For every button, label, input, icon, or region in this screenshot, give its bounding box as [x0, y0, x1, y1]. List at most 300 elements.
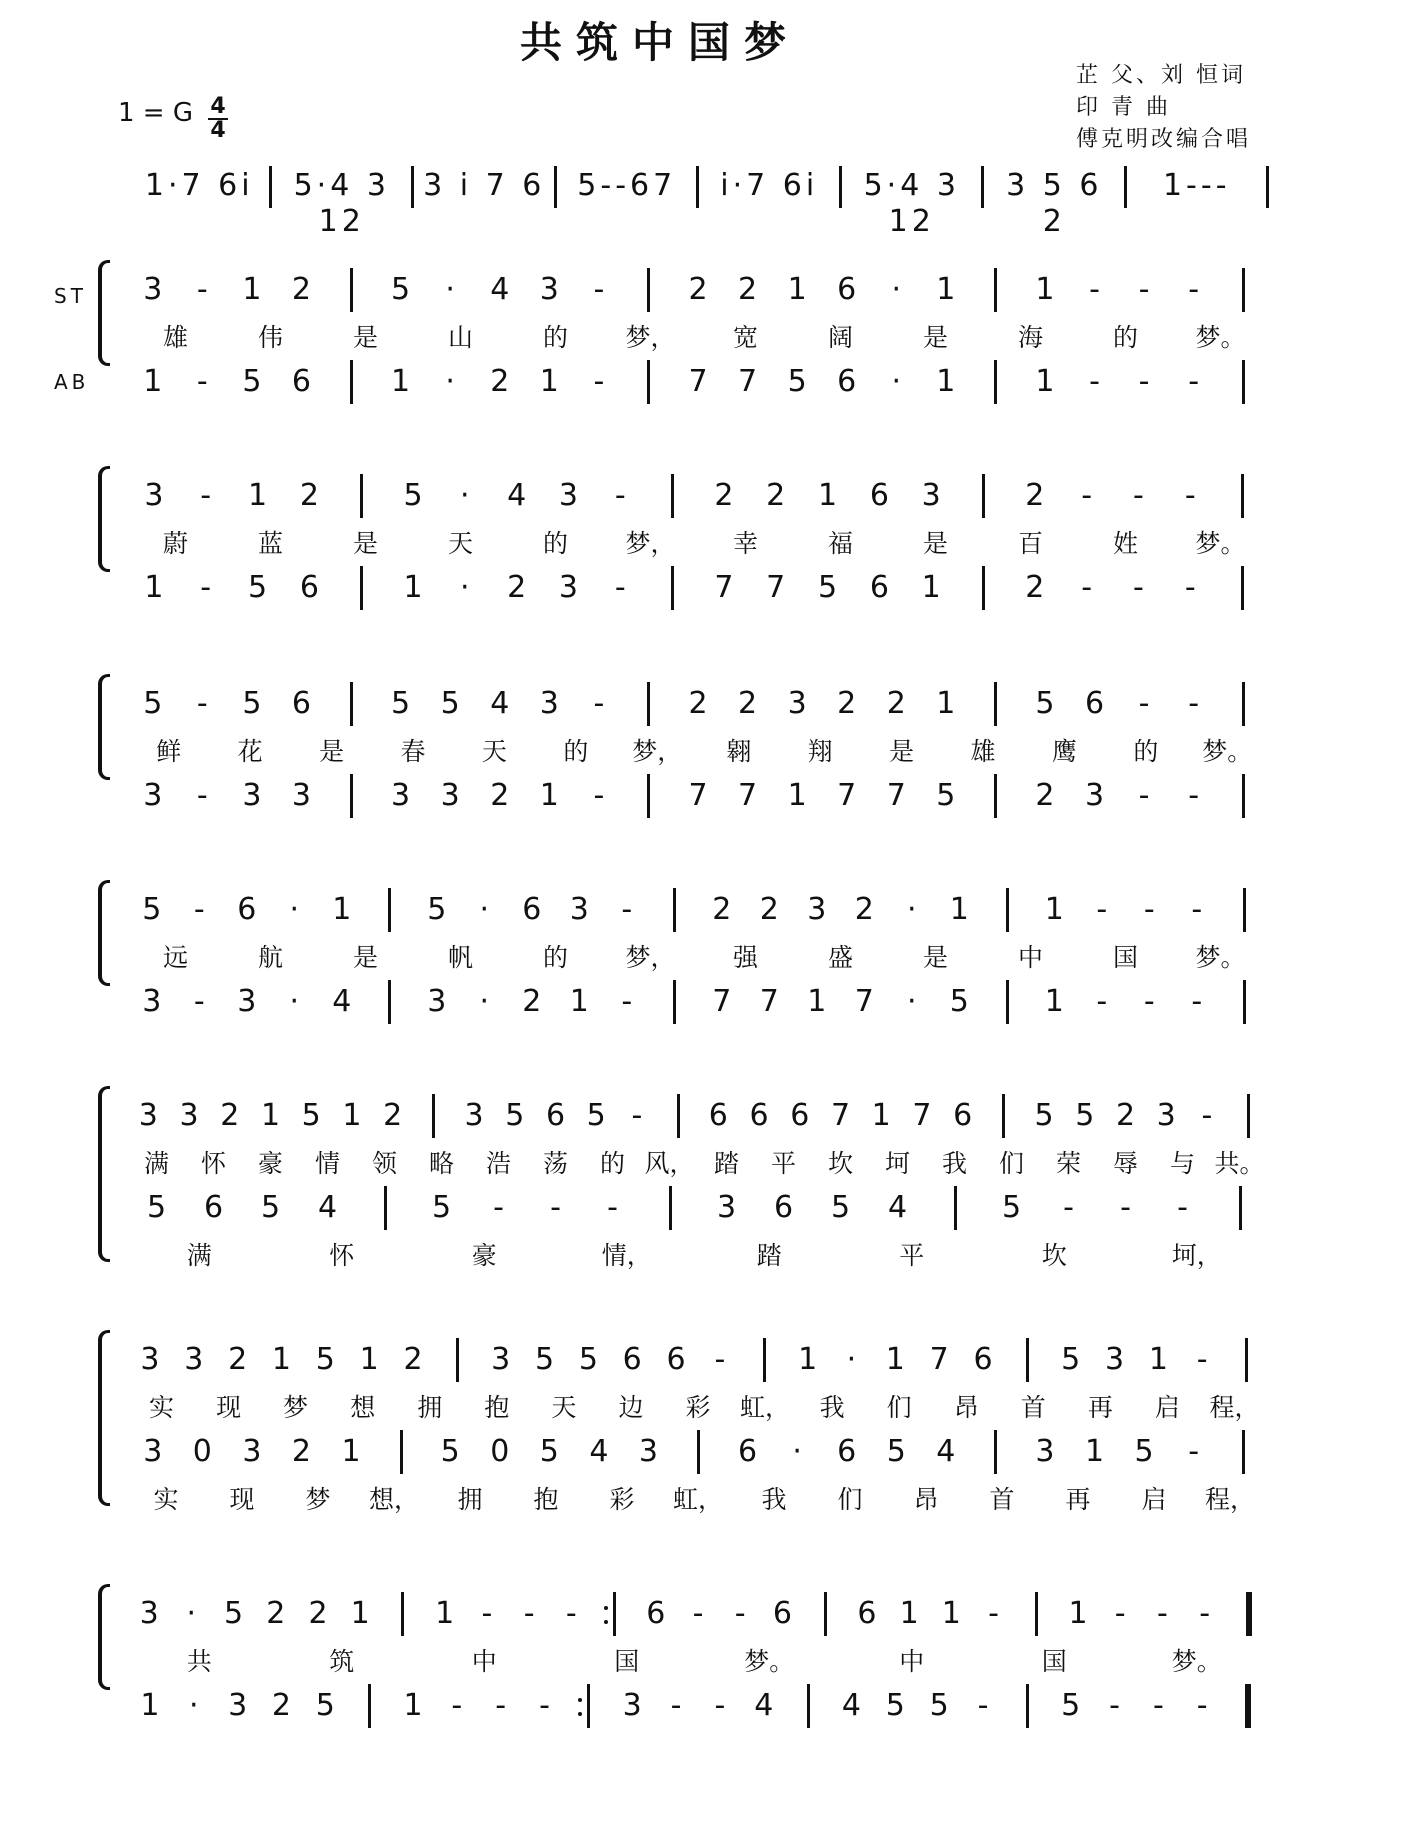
note: 1 — [1044, 984, 1064, 1019]
dash: - — [1184, 570, 1196, 605]
dash: - — [1191, 984, 1203, 1019]
lyric-syllable: 的 — [542, 323, 568, 352]
lyric-syllable: 中 — [471, 1647, 497, 1676]
note: 5 — [886, 1434, 906, 1469]
lyric-syllable: 平 — [770, 1149, 796, 1178]
lyric-syllable: 是 — [922, 323, 948, 352]
barline — [388, 888, 391, 932]
lyric-syllable: 蓝 — [257, 529, 283, 558]
note: 5 — [1061, 1688, 1081, 1723]
dash: - — [1188, 778, 1200, 813]
note: 5 — [440, 1434, 460, 1469]
barline — [1006, 888, 1009, 932]
intro-measure: 3 i 7 6 — [423, 168, 546, 203]
dash: - — [1138, 778, 1150, 813]
dash: - — [200, 478, 212, 513]
dash: - — [614, 570, 626, 605]
barline — [673, 888, 676, 932]
lyric-syllable: 边 — [618, 1393, 644, 1422]
note: 6 — [837, 272, 857, 307]
dot: · — [792, 1434, 802, 1469]
lower-voice-row — [0, 364, 1408, 404]
lower-lyrics-row — [0, 1238, 1408, 1278]
note: 6 — [708, 1098, 728, 1133]
intro-measure: 3 5 6 2 — [1006, 168, 1103, 239]
note: 5 — [949, 984, 969, 1019]
note: 2 — [507, 570, 527, 605]
note: 2 — [688, 686, 708, 721]
lyric-syllable: 梦， — [625, 943, 676, 972]
note: 2 — [522, 984, 542, 1019]
lyric-syllable: 雄 — [162, 323, 188, 352]
barline — [669, 1186, 672, 1230]
barline — [824, 1592, 827, 1636]
dot: · — [891, 272, 902, 307]
barline — [647, 682, 650, 726]
lyric-syllable: 国 — [1041, 1647, 1067, 1676]
note: 2 — [766, 478, 786, 513]
intro-line — [0, 168, 1408, 239]
barline — [807, 1684, 810, 1728]
note: 1 — [332, 892, 352, 927]
barline — [1247, 1094, 1250, 1138]
note: 6 — [237, 892, 257, 927]
dash: - — [1089, 364, 1100, 399]
barline — [647, 268, 650, 312]
repeat-dot — [578, 1712, 582, 1716]
barline — [1026, 1338, 1029, 1382]
lyric-syllable: 国 — [614, 1647, 640, 1676]
note: 1 — [798, 1342, 818, 1377]
note: 6 — [869, 570, 889, 605]
note: 7 — [688, 364, 708, 399]
barline — [411, 166, 414, 208]
note: 7 — [837, 778, 857, 813]
note: 5 — [936, 778, 956, 813]
note: 5 — [440, 686, 460, 721]
upper-voice-row — [0, 1098, 1408, 1138]
dash: - — [200, 570, 212, 605]
barline — [1026, 1684, 1029, 1728]
dash: - — [593, 778, 605, 813]
lyric-syllable: 梦。 — [1195, 323, 1246, 352]
barline — [696, 166, 699, 208]
lower-voice-row — [0, 778, 1408, 818]
lyric-syllable: 阔 — [827, 323, 853, 352]
barline — [350, 774, 353, 818]
lyric-syllable: 宽 — [732, 323, 758, 352]
note: 4 — [589, 1434, 609, 1469]
lyric-syllable: 怀 — [200, 1149, 226, 1178]
note: 3 — [237, 984, 257, 1019]
lyric-syllable: 是 — [889, 737, 915, 766]
lyric-syllable: 翔 — [807, 737, 833, 766]
note: 6 — [749, 1098, 769, 1133]
upper-voice-row — [0, 1596, 1408, 1636]
note: 1 — [949, 892, 969, 927]
dash: - — [1191, 892, 1203, 927]
lyric-syllable: 豪 — [257, 1149, 283, 1178]
repeat-barline — [613, 1592, 616, 1636]
note: 1 — [342, 1098, 362, 1133]
lyric-syllable: 中 — [899, 1647, 925, 1676]
note: 0 — [490, 1434, 510, 1469]
lyric-syllable: 的 — [1112, 323, 1138, 352]
note: 3 — [138, 1098, 158, 1133]
barline — [1242, 360, 1245, 404]
note: 5 — [1034, 1098, 1054, 1133]
dash: - — [1138, 686, 1150, 721]
note: 2 — [220, 1098, 240, 1133]
note: 1 — [921, 570, 941, 605]
note: 1 — [817, 478, 838, 513]
lyric-syllable: 与 — [1169, 1149, 1195, 1178]
arranger-credit: 傅克明改编合唱 — [1076, 127, 1252, 152]
lyric-syllable: 坷 — [884, 1149, 910, 1178]
note: 7 — [759, 984, 779, 1019]
note: 1 — [787, 272, 807, 307]
final-barline — [1245, 1684, 1251, 1728]
barline — [1002, 1094, 1005, 1138]
lyric-syllable: 中 — [1017, 943, 1043, 972]
lyric-syllable: 天 — [447, 529, 473, 558]
lyric-syllable: 满 — [186, 1241, 212, 1270]
note: 6 — [1084, 686, 1105, 721]
note: 7 — [738, 364, 758, 399]
note: 6 — [622, 1342, 642, 1377]
lyric-syllable: 虹， — [672, 1485, 723, 1514]
note: 2 — [383, 1098, 403, 1133]
dash: - — [1196, 1342, 1208, 1377]
lyric-syllable: 虹， — [740, 1393, 791, 1422]
dash: - — [1138, 272, 1150, 307]
note: 5 — [247, 570, 268, 605]
barline — [269, 166, 272, 208]
dash: - — [1184, 478, 1196, 513]
lyric-syllable: 首 — [989, 1485, 1015, 1514]
note: 2 — [712, 892, 732, 927]
barline — [673, 980, 676, 1024]
barline — [994, 360, 997, 404]
note: 6 — [646, 1596, 666, 1631]
lyric-syllable: 的 — [542, 943, 568, 972]
dash: - — [621, 892, 633, 927]
dot: · — [846, 1342, 857, 1377]
dash: - — [1114, 1596, 1126, 1631]
barline — [360, 474, 363, 518]
note: 5 — [1134, 1434, 1154, 1469]
note: 1 — [403, 1688, 423, 1723]
lyric-syllable: 拥 — [417, 1393, 443, 1422]
note: 6 — [953, 1098, 973, 1133]
note: 7 — [854, 984, 874, 1019]
dash: - — [495, 1688, 507, 1723]
note: 7 — [912, 1098, 932, 1133]
lyric-syllable: 启 — [1141, 1485, 1167, 1514]
note: 5 — [391, 272, 411, 307]
key-signature: 1 = G — [118, 98, 194, 128]
lyric-syllable: 想， — [368, 1485, 419, 1514]
upper-lyrics-row — [0, 734, 1408, 774]
dash: - — [1157, 1596, 1168, 1631]
lyric-syllable: 帆 — [447, 943, 473, 972]
note: 3 — [179, 1098, 199, 1133]
dash: - — [1196, 1688, 1208, 1723]
note: 3 — [569, 892, 589, 927]
barline — [368, 1684, 371, 1728]
lyric-syllable: 现 — [229, 1485, 255, 1514]
barline — [1266, 166, 1269, 208]
note: 2 — [738, 272, 758, 307]
dash: - — [539, 1688, 550, 1723]
note: 5 — [885, 1688, 905, 1723]
barline — [350, 682, 353, 726]
upper-voice-row — [0, 686, 1408, 726]
barline — [647, 360, 650, 404]
lyric-syllable: 们 — [837, 1485, 863, 1514]
note: 3 — [1084, 778, 1105, 813]
note: 1 — [807, 984, 827, 1019]
repeat-dot — [578, 1698, 582, 1702]
note: 5 — [142, 892, 162, 927]
upper-lyrics-row — [0, 320, 1408, 360]
lyric-syllable: 坎 — [1041, 1241, 1067, 1270]
note: 3 — [1104, 1342, 1125, 1377]
lyric-syllable: 山 — [447, 323, 473, 352]
lyric-syllable: 的 — [542, 529, 568, 558]
lyric-syllable: 我 — [761, 1485, 787, 1514]
lyric-syllable: 盛 — [827, 943, 853, 972]
barline — [671, 474, 674, 518]
dash: - — [1081, 570, 1093, 605]
barline — [1035, 1592, 1038, 1636]
lyric-syllable: 是 — [352, 323, 378, 352]
note: 3 — [921, 478, 941, 513]
lyric-syllable: 梦。 — [1195, 943, 1246, 972]
repeat-dot — [604, 1606, 608, 1610]
note: 0 — [192, 1434, 212, 1469]
lyric-syllable: 梦。 — [1195, 529, 1246, 558]
dash: - — [1096, 984, 1108, 1019]
dash: - — [1143, 892, 1155, 927]
barline — [554, 166, 557, 208]
lyric-syllable: 抱 — [484, 1393, 510, 1422]
dot: · — [479, 984, 490, 1019]
dash: - — [1177, 1190, 1188, 1225]
lyric-syllable: 的 — [1133, 737, 1159, 766]
dash: - — [1133, 570, 1144, 605]
note: 1 — [391, 364, 411, 399]
lyric-syllable: 天 — [481, 737, 507, 766]
note: 2 — [854, 892, 874, 927]
note: 5 — [505, 1098, 525, 1133]
barline — [1242, 1430, 1245, 1474]
note: 3 — [1035, 1434, 1055, 1469]
lyric-syllable: 鲜 — [156, 737, 182, 766]
dot: · — [460, 570, 470, 605]
note: 3 — [440, 778, 460, 813]
lyric-syllable: 们 — [886, 1393, 912, 1422]
lyric-syllable: 领 — [371, 1149, 397, 1178]
note: 3 — [539, 686, 559, 721]
lyric-syllable: 再 — [1065, 1485, 1091, 1514]
note: 3 — [242, 1434, 262, 1469]
dash: - — [196, 364, 208, 399]
lyric-syllable: 坷， — [1171, 1241, 1222, 1270]
note: 2 — [291, 272, 312, 307]
note: 1 — [242, 272, 262, 307]
note: 6 — [973, 1342, 993, 1377]
dot: · — [289, 984, 300, 1019]
lyric-syllable: 现 — [216, 1393, 242, 1422]
lyric-syllable: 雄 — [970, 737, 996, 766]
note: 1 — [1035, 272, 1055, 307]
lyric-syllable: 强 — [732, 943, 758, 972]
lyric-syllable: 梦， — [625, 529, 676, 558]
lyric-syllable: 姓 — [1112, 529, 1138, 558]
note: 6 — [291, 686, 312, 721]
note: 3 — [228, 1688, 248, 1723]
note: 4 — [317, 1190, 338, 1225]
dot: · — [479, 892, 490, 927]
dash: - — [196, 778, 208, 813]
lyric-syllable: 想 — [350, 1393, 376, 1422]
lyric-syllable: 豪 — [471, 1241, 497, 1270]
barline — [350, 360, 353, 404]
note: 7 — [886, 778, 906, 813]
lyric-syllable: 百 — [1017, 529, 1043, 558]
lyric-syllable: 梦， — [625, 323, 676, 352]
time-signature-bottom: 4 — [210, 118, 226, 143]
note: 1 — [539, 778, 559, 813]
dash: - — [1063, 1190, 1074, 1225]
note: 1 — [435, 1596, 455, 1631]
barline — [1239, 1186, 1242, 1230]
upper-voice-row — [0, 892, 1408, 932]
dash: - — [451, 1688, 463, 1723]
dash: - — [1188, 1434, 1200, 1469]
upper-lyrics-row — [0, 526, 1408, 566]
lyric-syllable: 情， — [601, 1241, 652, 1270]
barline — [671, 566, 674, 610]
upper-lyrics-row — [0, 1390, 1408, 1430]
lyric-syllable: 我 — [819, 1393, 845, 1422]
note: 1 — [403, 570, 423, 605]
note: 1 — [359, 1342, 379, 1377]
note: 3 — [242, 778, 262, 813]
barline — [1124, 166, 1127, 208]
dash: - — [493, 1190, 504, 1225]
note: 5 — [1061, 1342, 1081, 1377]
note: 4 — [754, 1688, 774, 1723]
note: 1 — [143, 364, 163, 399]
dot: · — [445, 364, 455, 399]
note: 1 — [569, 984, 589, 1019]
note: 2 — [1025, 478, 1045, 513]
lyric-syllable: 昂 — [953, 1393, 979, 1422]
dash: - — [1109, 1688, 1120, 1723]
note: 1 — [1084, 1434, 1105, 1469]
note: 1 — [260, 1098, 281, 1133]
note: 3 — [558, 570, 578, 605]
barline — [677, 1094, 680, 1138]
note: 1 — [1148, 1342, 1168, 1377]
time-signature — [206, 96, 230, 142]
note: 2 — [490, 364, 510, 399]
note: 5 — [427, 892, 447, 927]
barline — [994, 774, 997, 818]
barline — [1243, 980, 1246, 1024]
note: 6 — [738, 1434, 758, 1469]
lyric-syllable: 荡 — [542, 1149, 568, 1178]
dash: - — [193, 892, 205, 927]
note: 3 — [1156, 1098, 1176, 1133]
note: 4 — [332, 984, 352, 1019]
lyric-syllable: 踏 — [756, 1241, 782, 1270]
lyric-syllable: 春 — [400, 737, 426, 766]
barline — [1241, 566, 1244, 610]
lower-voice-row — [0, 1190, 1408, 1230]
lyric-syllable: 海 — [1017, 323, 1043, 352]
note: 5 — [1001, 1190, 1022, 1225]
note: 4 — [841, 1688, 861, 1723]
note: 2 — [228, 1342, 248, 1377]
lyric-syllable: 鹰 — [1051, 737, 1077, 766]
lyric-syllable: 花 — [237, 737, 263, 766]
note: 1 — [140, 1688, 160, 1723]
dash: - — [593, 272, 605, 307]
note: 1 — [885, 1342, 905, 1377]
note: 1 — [1044, 892, 1064, 927]
note: 6 — [522, 892, 542, 927]
barline — [384, 1186, 387, 1230]
song-title: 共筑中国梦 — [519, 18, 800, 67]
intro-measure: 1·7 6i — [144, 168, 254, 203]
part-label-st: ST — [54, 284, 87, 308]
note: 1 — [247, 478, 268, 513]
dash: - — [1096, 892, 1108, 927]
lyric-syllable: 们 — [998, 1149, 1024, 1178]
lyric-syllable: 筑 — [329, 1647, 355, 1676]
lyric-syllable: 国 — [1112, 943, 1138, 972]
note: 7 — [766, 570, 786, 605]
note: 1 — [787, 778, 807, 813]
dash: - — [734, 1596, 746, 1631]
dot: · — [906, 984, 917, 1019]
lyric-syllable: 是 — [319, 737, 345, 766]
note: 3 — [464, 1098, 484, 1133]
note: 6 — [790, 1098, 810, 1133]
note: 3 — [539, 272, 559, 307]
barline — [954, 1186, 957, 1230]
note: 5 — [539, 1434, 559, 1469]
note: 1 — [936, 686, 956, 721]
note: 2 — [759, 892, 779, 927]
note: 1 — [936, 364, 956, 399]
note: 3 — [139, 1596, 159, 1631]
lyric-syllable: 共。 — [1214, 1149, 1265, 1178]
dash: - — [593, 686, 605, 721]
intro-measure: 5--67 — [577, 168, 677, 203]
lyric-syllable: 荣 — [1055, 1149, 1081, 1178]
barline — [994, 682, 997, 726]
dash: - — [1089, 272, 1100, 307]
note: 6 — [837, 1434, 857, 1469]
upper-voice-row — [0, 1342, 1408, 1382]
note: 2 — [714, 478, 734, 513]
lower-voice-row — [0, 984, 1408, 1024]
lower-voice-row — [0, 1434, 1408, 1474]
